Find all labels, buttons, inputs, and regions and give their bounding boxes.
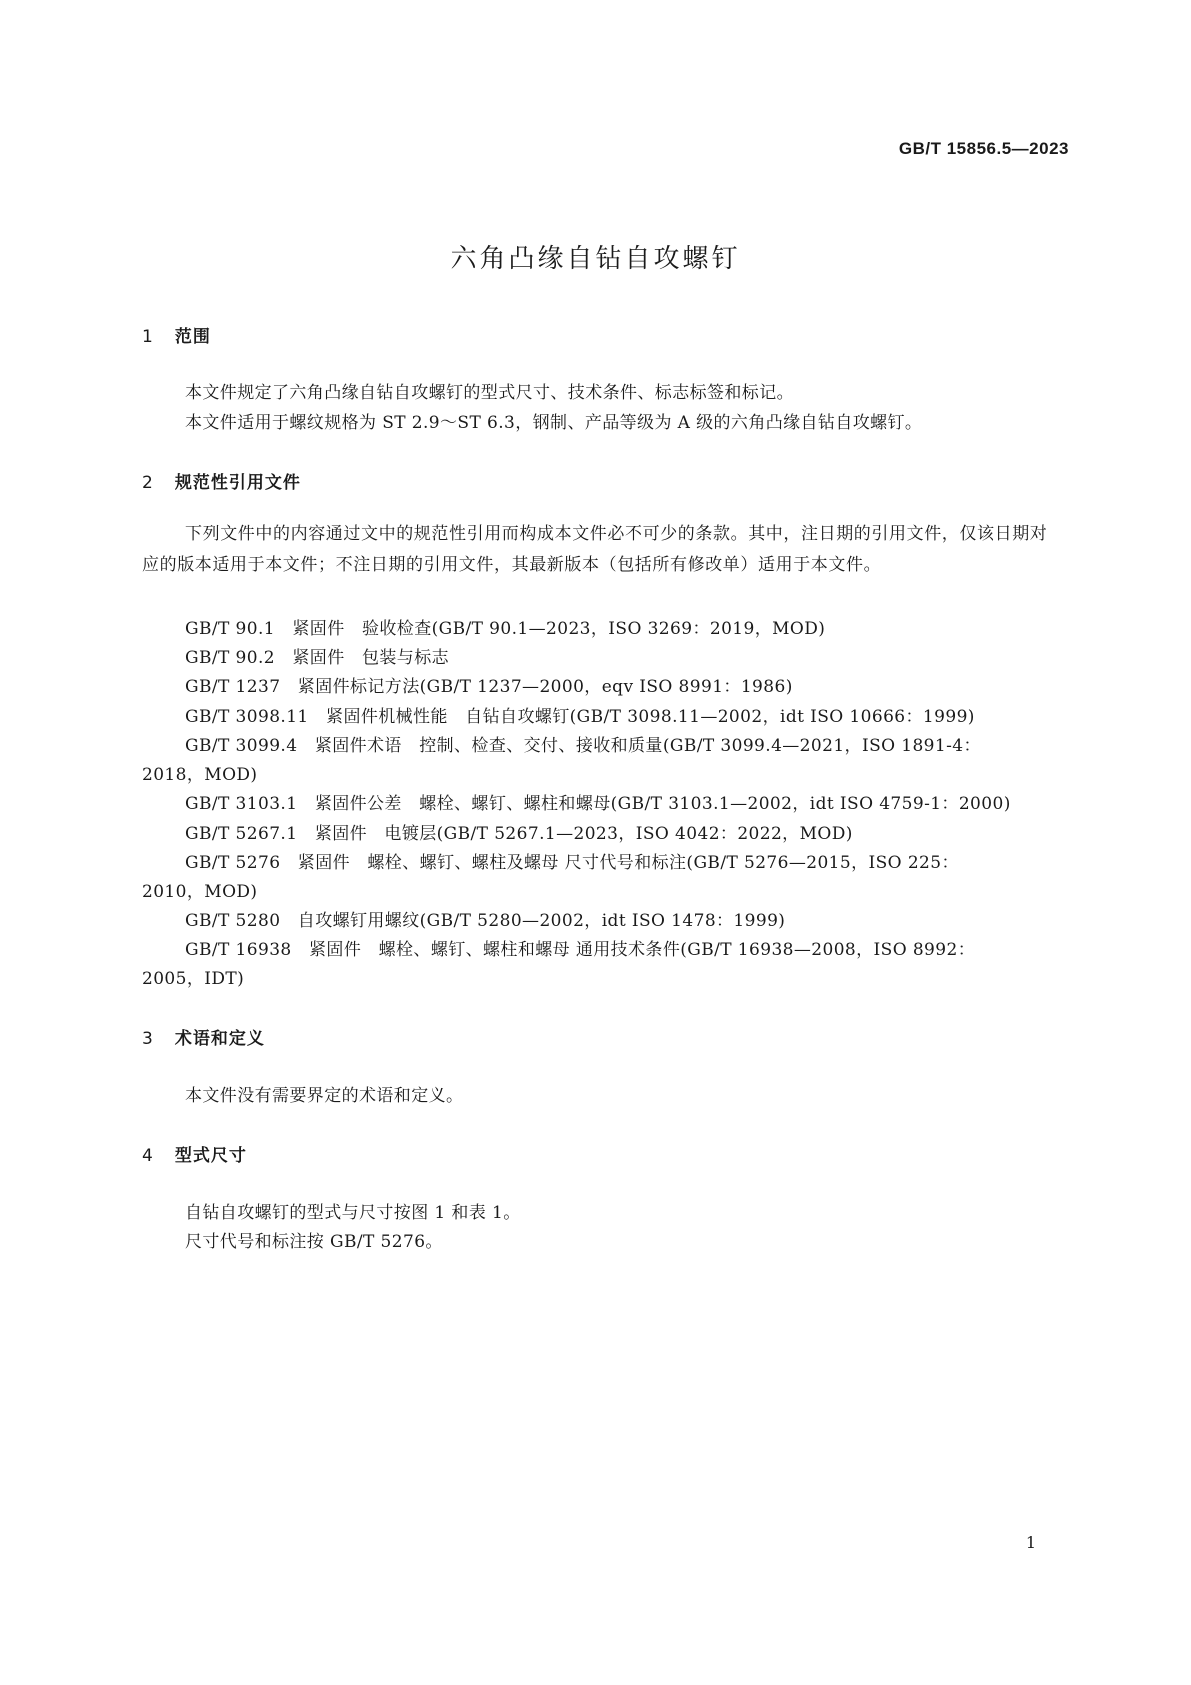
reference-item-continued: 2010，MOD) xyxy=(142,882,258,902)
intro-paragraph: 下列文件中的内容通过文中的规范性引用而构成本文件必不可少的条款。其中，注日期的引用文件，仅该日期对应的版本适用于本文件；不注日期的引用文件，其最新版本（包括所有修改单）适用于本文件。 xyxy=(142,524,1048,575)
section-number: 2 xyxy=(142,473,154,493)
paragraph: 本文件规定了六角凸缘自钻自攻螺钉的型式尺寸、技术条件、标志标签和标记。 xyxy=(185,383,794,403)
reference-item: GB/T 90.2 紧固件 包装与标志 xyxy=(185,648,449,668)
document-title: 六角凸缘自钻自攻螺钉 xyxy=(450,244,741,274)
paragraph: 本文件适用于螺纹规格为 ST 2.9～ST 6.3，钢制、产品等级为 A 级的六角凸缘自钻自攻螺钉。 xyxy=(185,413,923,433)
section-heading-4 xyxy=(142,1141,247,1166)
paragraph: 自钻自攻螺钉的型式与尺寸按图 1 和表 1。 xyxy=(185,1203,521,1223)
section-number: 3 xyxy=(142,1029,154,1049)
reference-item-continued: 2005，IDT) xyxy=(142,969,245,989)
section-heading-1 xyxy=(142,322,211,347)
section-number: 4 xyxy=(142,1146,154,1166)
section-number: 1 xyxy=(142,327,154,347)
standard-code: GB/T 15856.5—2023 xyxy=(898,139,1069,158)
reference-item: GB/T 5276 紧固件 螺栓、螺钉、螺柱及螺母 尺寸代号和标注(GB/T 5276—2015，ISO 225： xyxy=(185,853,959,873)
page-number: 1 xyxy=(1025,1533,1036,1552)
section-title: 术语和定义 xyxy=(174,1029,265,1049)
reference-item: GB/T 1237 紧固件标记方法(GB/T 1237—2000，eqv ISO 8991：1986) xyxy=(185,677,793,697)
reference-item: GB/T 3103.1 紧固件公差 螺栓、螺钉、螺柱和螺母(GB/T 3103.1—2002，idt ISO 4759-1：2000) xyxy=(185,794,1011,814)
section-title: 范围 xyxy=(174,327,211,347)
reference-item: GB/T 5267.1 紧固件 电镀层(GB/T 5267.1—2023，ISO 4042：2022，MOD) xyxy=(185,824,853,844)
section-heading-2 xyxy=(142,468,301,493)
section-heading-3 xyxy=(142,1024,265,1049)
reference-item: GB/T 5280 自攻螺钉用螺纹(GB/T 5280—2002，idt ISO 1478：1999) xyxy=(185,911,786,931)
paragraph: 尺寸代号和标注按 GB/T 5276。 xyxy=(185,1232,443,1252)
section-title: 规范性引用文件 xyxy=(174,473,301,493)
reference-item: GB/T 16938 紧固件 螺栓、螺钉、螺柱和螺母 通用技术条件(GB/T 16938—2008，ISO 8992： xyxy=(185,940,976,960)
reference-item: GB/T 90.1 紧固件 验收检查(GB/T 90.1—2023，ISO 3269：2019，MOD) xyxy=(185,619,826,639)
paragraph: 本文件没有需要界定的术语和定义。 xyxy=(185,1086,464,1106)
reference-item: GB/T 3098.11 紧固件机械性能 自钻自攻螺钉(GB/T 3098.11—2002，idt ISO 10666：1999) xyxy=(185,707,975,727)
section-title: 型式尺寸 xyxy=(174,1146,247,1166)
reference-item-continued: 2018，MOD) xyxy=(142,765,258,785)
reference-item: GB/T 3099.4 紧固件术语 控制、检查、交付、接收和质量(GB/T 3099.4—2021，ISO 1891-4： xyxy=(185,736,981,756)
